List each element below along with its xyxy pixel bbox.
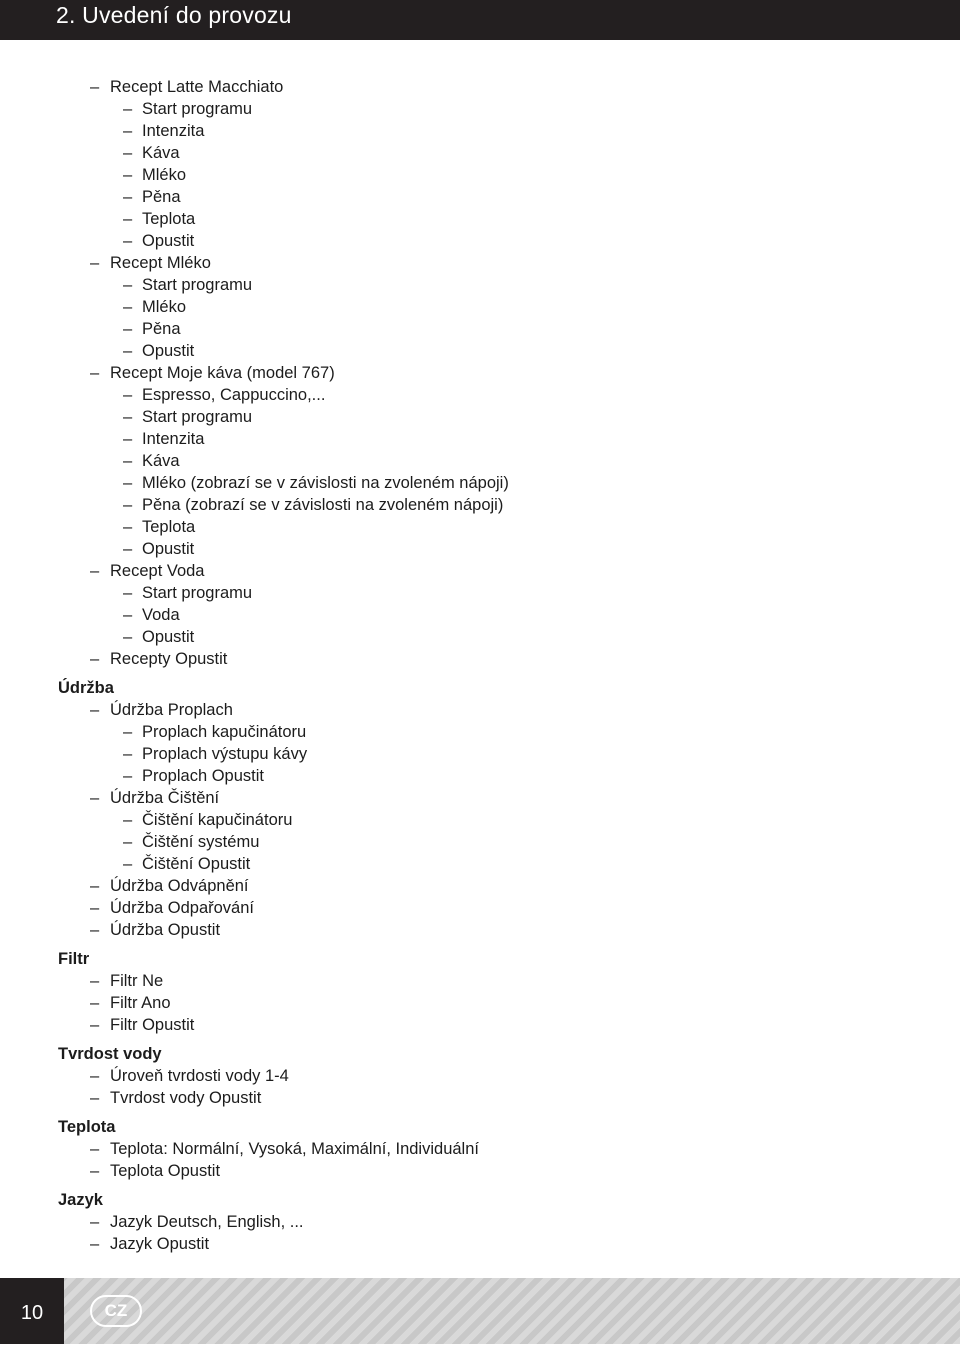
submenu-item	[0, 340, 960, 362]
dash-bullet: –	[123, 210, 133, 228]
header-bar	[0, 0, 960, 40]
menu-item-label: Údržba Čištění	[110, 789, 220, 807]
menu-item-label: Káva	[142, 144, 180, 162]
submenu-item	[0, 604, 960, 626]
menu-item	[0, 252, 960, 274]
submenu-item	[0, 296, 960, 318]
dash-bullet: –	[90, 1016, 100, 1034]
dash-bullet: –	[90, 877, 100, 895]
menu-item-label: Recept Voda	[110, 562, 205, 580]
submenu-item	[0, 853, 960, 875]
dash-bullet: –	[90, 1140, 100, 1158]
dash-bullet: –	[90, 1162, 100, 1180]
dash-bullet: –	[123, 855, 133, 873]
menu-item	[0, 992, 960, 1014]
menu-item-label: Opustit	[142, 342, 195, 360]
submenu-item	[0, 274, 960, 296]
menu-item	[0, 648, 960, 670]
submenu-item	[0, 384, 960, 406]
menu-item-label: Pěna	[142, 320, 181, 338]
dash-bullet: –	[123, 452, 133, 470]
dash-bullet: –	[123, 386, 133, 404]
submenu-item	[0, 582, 960, 604]
page-number: 10	[20, 1302, 44, 1324]
menu-item-label: Teplota Opustit	[110, 1162, 221, 1180]
menu-item-label: Filtr Ano	[110, 994, 171, 1012]
submenu-item	[0, 831, 960, 853]
menu-item-label: Recept Moje káva (model 767)	[110, 364, 335, 382]
submenu-item	[0, 538, 960, 560]
dash-bullet: –	[123, 232, 133, 250]
submenu-item	[0, 516, 960, 538]
dash-bullet: –	[123, 606, 133, 624]
dash-bullet: –	[123, 584, 133, 602]
menu-item-label: Údržba Opustit	[110, 921, 221, 939]
menu-item	[0, 1211, 960, 1233]
menu-item-label: Start programu	[142, 584, 253, 602]
submenu-item	[0, 428, 960, 450]
dash-bullet: –	[90, 254, 100, 272]
submenu-item	[0, 721, 960, 743]
dash-bullet: –	[123, 767, 133, 785]
dash-bullet: –	[123, 100, 133, 118]
dash-bullet: –	[123, 122, 133, 140]
submenu-item	[0, 186, 960, 208]
dash-bullet: –	[90, 1213, 100, 1231]
submenu-item	[0, 472, 960, 494]
menu-item-label: Jazyk Deutsch, English, ...	[110, 1213, 304, 1231]
menu-item-label: Údržba Proplach	[110, 701, 233, 719]
dash-bullet: –	[123, 342, 133, 360]
menu-item-label: Údržba Odpařování	[110, 899, 254, 917]
menu-item-label: Recepty Opustit	[110, 650, 228, 668]
submenu-item	[0, 318, 960, 340]
dash-bullet: –	[90, 650, 100, 668]
menu-item-label: Čištění systému	[142, 833, 260, 851]
dash-bullet: –	[123, 298, 133, 316]
menu-item	[0, 970, 960, 992]
dash-bullet: –	[123, 408, 133, 426]
menu-item-label: Čištění Opustit	[142, 855, 251, 873]
menu-item-label: Jazyk Opustit	[110, 1235, 210, 1253]
submenu-item	[0, 494, 960, 516]
menu-item	[0, 1014, 960, 1036]
menu-item	[0, 897, 960, 919]
menu-item	[0, 875, 960, 897]
section-heading: Údržba	[58, 679, 114, 697]
submenu-item	[0, 98, 960, 120]
dash-bullet: –	[90, 1089, 100, 1107]
menu-item-label: Recept Mléko	[110, 254, 211, 272]
menu-item-label: Start programu	[142, 100, 253, 118]
submenu-item	[0, 626, 960, 648]
dash-bullet: –	[90, 994, 100, 1012]
dash-bullet: –	[90, 701, 100, 719]
section-heading: Jazyk	[58, 1191, 103, 1209]
menu-item	[0, 699, 960, 721]
menu-item	[0, 787, 960, 809]
dash-bullet: –	[90, 1067, 100, 1085]
menu-structure-list	[0, 76, 960, 1255]
dash-bullet: –	[123, 474, 133, 492]
dash-bullet: –	[90, 921, 100, 939]
dash-bullet: –	[123, 144, 133, 162]
page-title: 2. Uvedení do provozu	[56, 2, 292, 28]
menu-item	[0, 1138, 960, 1160]
menu-item-label: Káva	[142, 452, 180, 470]
submenu-item	[0, 743, 960, 765]
menu-item-label: Start programu	[142, 408, 253, 426]
menu-item-label: Intenzita	[142, 122, 205, 140]
footer-bar	[0, 1278, 960, 1344]
dash-bullet: –	[90, 1235, 100, 1253]
menu-item-label: Úroveň tvrdosti vody 1-4	[110, 1067, 289, 1085]
menu-item-label: Opustit	[142, 540, 195, 558]
menu-item-label: Mléko	[142, 298, 187, 316]
dash-bullet: –	[123, 518, 133, 536]
dash-bullet: –	[123, 723, 133, 741]
dash-bullet: –	[123, 833, 133, 851]
menu-item	[0, 919, 960, 941]
menu-item-label: Start programu	[142, 276, 253, 294]
menu-item-label: Espresso, Cappuccino,...	[142, 386, 326, 404]
menu-item-label: Opustit	[142, 628, 195, 646]
menu-item-label: Filtr Opustit	[110, 1016, 195, 1034]
menu-item-label: Mléko	[142, 166, 187, 184]
dash-bullet: –	[123, 811, 133, 829]
menu-item	[0, 1065, 960, 1087]
submenu-item	[0, 765, 960, 787]
submenu-item	[0, 208, 960, 230]
menu-item	[0, 362, 960, 384]
menu-item	[0, 76, 960, 98]
dash-bullet: –	[90, 78, 100, 96]
menu-item-label: Čištění kapučinátoru	[142, 811, 293, 829]
menu-item	[0, 1087, 960, 1109]
menu-item-label: Opustit	[142, 232, 195, 250]
dash-bullet: –	[123, 628, 133, 646]
dash-bullet: –	[90, 899, 100, 917]
page-number-box	[0, 1278, 64, 1344]
menu-item-label: Údržba Odvápnění	[110, 877, 249, 895]
menu-item-label: Proplach výstupu kávy	[142, 745, 308, 763]
menu-item-label: Teplota	[142, 518, 196, 536]
menu-item-label: Tvrdost vody Opustit	[110, 1089, 262, 1107]
menu-item	[0, 560, 960, 582]
menu-item-label: Proplach kapučinátoru	[142, 723, 307, 741]
submenu-item	[0, 120, 960, 142]
menu-item	[0, 1160, 960, 1182]
menu-item-label: Pěna	[142, 188, 181, 206]
dash-bullet: –	[123, 496, 133, 514]
dash-bullet: –	[90, 789, 100, 807]
dash-bullet: –	[123, 540, 133, 558]
menu-item-label: Recept Latte Macchiato	[110, 78, 284, 96]
section-heading: Filtr	[58, 950, 90, 968]
submenu-item	[0, 164, 960, 186]
menu-item-label: Filtr Ne	[110, 972, 164, 990]
dash-bullet: –	[90, 972, 100, 990]
section-heading: Tvrdost vody	[58, 1045, 162, 1063]
dash-bullet: –	[123, 430, 133, 448]
submenu-item	[0, 406, 960, 428]
menu-item-label: Teplota: Normální, Vysoká, Maximální, Individuální	[110, 1140, 479, 1158]
language-badge: CZ	[90, 1295, 142, 1327]
menu-item-label: Pěna (zobrazí se v závislosti na zvoleném nápoji)	[142, 496, 504, 514]
dash-bullet: –	[123, 745, 133, 763]
dash-bullet: –	[123, 188, 133, 206]
dash-bullet: –	[90, 562, 100, 580]
menu-item-label: Intenzita	[142, 430, 205, 448]
dash-bullet: –	[123, 166, 133, 184]
menu-item-label: Teplota	[142, 210, 196, 228]
section-heading: Teplota	[58, 1118, 116, 1136]
dash-bullet: –	[90, 364, 100, 382]
submenu-item	[0, 230, 960, 252]
menu-item-label: Proplach Opustit	[142, 767, 264, 785]
dash-bullet: –	[123, 320, 133, 338]
submenu-item	[0, 809, 960, 831]
dash-bullet: –	[123, 276, 133, 294]
menu-item-label: Voda	[142, 606, 180, 624]
menu-item-label: Mléko (zobrazí se v závislosti na zvoleném nápoji)	[142, 474, 509, 492]
submenu-item	[0, 450, 960, 472]
menu-item	[0, 1233, 960, 1255]
submenu-item	[0, 142, 960, 164]
